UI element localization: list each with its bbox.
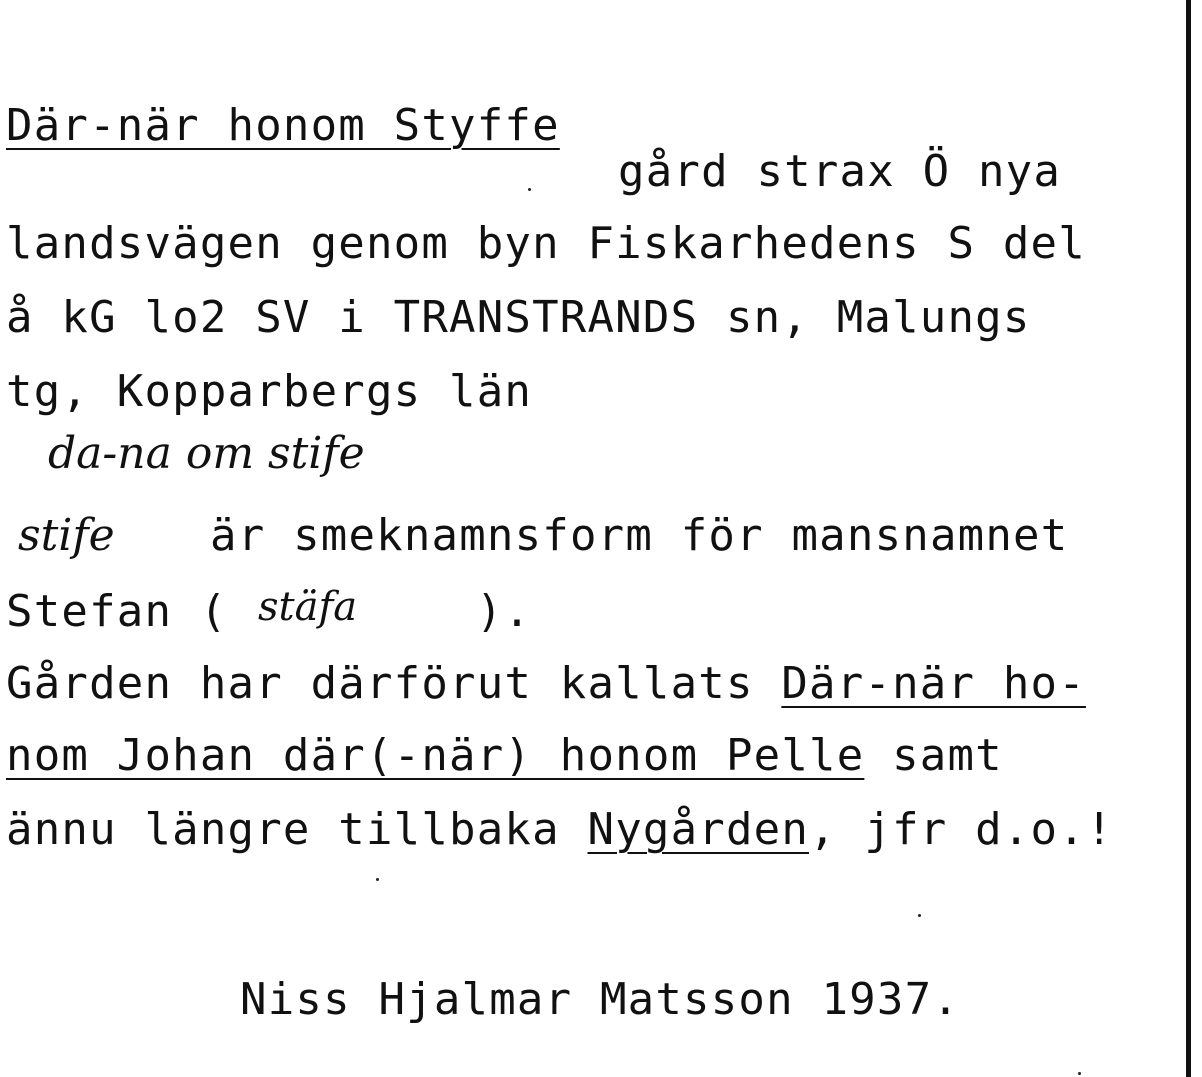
text-line-8-plain: samt <box>864 730 1003 781</box>
former-name-3: Nygården <box>587 804 810 855</box>
text-line-9-plain: ännu längre tillbaka <box>6 804 588 855</box>
handwritten-pronunciation-2: stäfa <box>258 584 358 630</box>
text-line-7 <box>6 658 1086 710</box>
text-line-4: tg, Kopparbergs län <box>6 366 533 417</box>
text-line-3: å kG lo2 SV i TRANSTRANDS sn, Malungs <box>6 292 1031 343</box>
speck <box>528 188 531 191</box>
former-name-1: Där-när ho- <box>781 658 1086 709</box>
former-name-2: nom Johan där(-när) honom Pelle <box>6 730 865 781</box>
text-line-7-plain: Gården har därförut kallats <box>6 658 782 709</box>
handwritten-nickname: stife <box>18 510 115 561</box>
speck <box>1078 1072 1081 1075</box>
text-line-1: gård strax Ö nya <box>618 146 1062 197</box>
text-line-9 <box>6 804 1114 856</box>
text-line-9-end: , jfr d.o.! <box>809 804 1114 855</box>
speck <box>376 878 379 881</box>
text-line-5: är smeknamnsform för mansnamnet <box>210 510 1069 561</box>
text-line-2: landsvägen genom byn Fiskarhedens S del <box>6 218 1086 269</box>
text-line-6b: ). <box>476 586 532 637</box>
card-edge <box>1186 0 1191 1077</box>
text-line-6a: Stefan ( <box>6 586 228 637</box>
handwritten-pronunciation: da-na om stife <box>48 428 365 479</box>
speck <box>918 914 921 917</box>
text-line-8 <box>6 730 1003 782</box>
place-name-title: Där-när honom Styffe <box>6 100 560 151</box>
signature-line: Niss Hjalmar Matsson 1937. <box>240 974 960 1025</box>
